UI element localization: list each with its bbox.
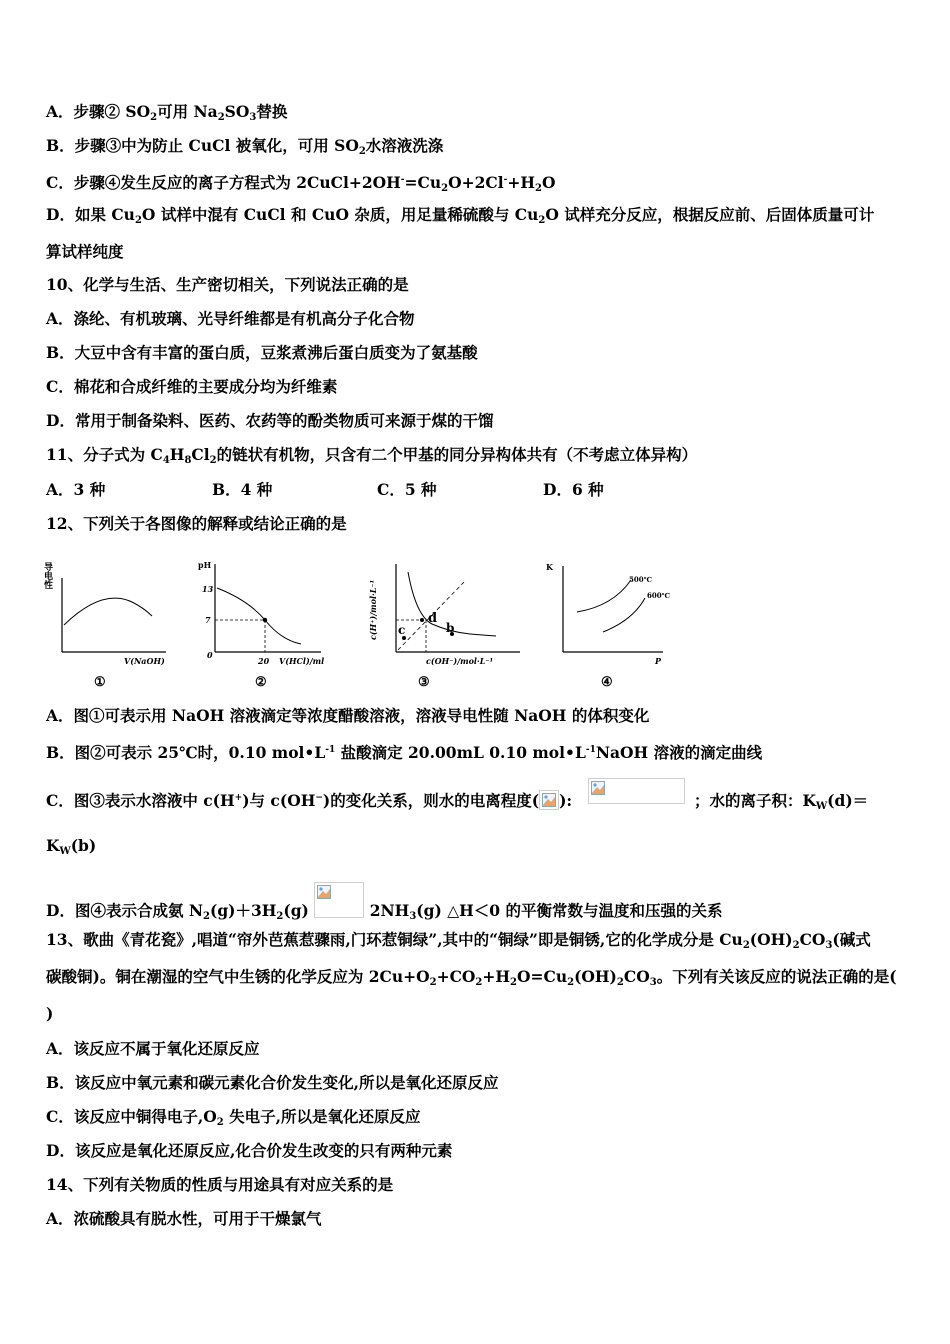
f3-c: c [398,623,406,637]
f2-tick-7: 7 [205,615,211,625]
figure-1-conductivity [44,550,174,695]
f4-t1: 500℃ [629,575,652,584]
q12-option-b: B．图②可表示 25℃时，0.10 $mol•L^{-1}$ 盐酸滴定 20.00mL 0.10 $mol•L^{-1}NaOH$ 溶液的滴定曲线 [46,743,763,762]
q12-option-a: A．图①可表示用 NaOH 溶液滴定等浓度醋酸溶液，溶液导电性随 NaOH 的体积变化 [46,706,650,725]
f2-ylabel: pH [198,560,212,570]
figure-4-equilibrium-constant [543,550,683,695]
q11-option-c: C．5 种 [377,480,437,499]
f1-ylabel: 导电性 [42,562,52,589]
q13-stem-line2: 碳酸铜)。铜在潮湿的空气中生锈的化学反应为 $2Cu+O_2+CO_2+H_2O=Cu_2(OH)_2CO_3$。下列有关该反应的说法正确的是( [46,967,897,988]
q10-stem: 10、化学与生活、生产密切相关，下列说法正确的是 [46,275,409,294]
q12-option-d: D．图④表示合成氨 $N_2(g)+3H_2(g)$ $2NH_3(g)$ △H＜0 的平衡常数与温度和压强的关系 [46,882,722,927]
f4-curve-500 [577,580,631,612]
equilibrium-arrow-image-placeholder [314,882,364,918]
q12-option-c: C．图③表示水溶液中 c(H+)与 c(OH−)的变化关系，则水的电离程度( ): ；水的离子积：$K_W(d)=$ [46,778,868,817]
q13-option-a: A．该反应不属于氧化还原反应 [46,1039,260,1058]
q10-option-d: D．常用于制备染料、医药、农药等的酚类物质可来源于煤的干馏 [46,411,494,430]
q14-option-a: A．浓硫酸具有脱水性，可用于干燥氯气 [46,1209,322,1228]
q9-option-c: C．步骤④发生反应的离子方程式为 $2CuCl+2OH^-=Cu_2O+2Cl^-+H_2O$ [46,173,556,194]
f2-point [263,618,267,622]
q11-stem: 11、分子式为 $C_4H_8Cl_2$的链状有机物，只含有二个甲基的同分异构体共有（不考虑立体异构） [46,445,698,466]
f3-b: b [446,621,455,635]
f2-curve [217,588,301,644]
q10-option-c: C．棉花和合成纤维的主要成分均为纤维素 [46,377,338,396]
q11-option-d: D．6 种 [543,480,604,499]
q9-option-d-cont: 算试样纯度 [46,242,124,261]
q11-option-a: A．3 种 [46,480,106,499]
f2-tick-20: 20 [258,656,270,666]
f4-label: ④ [601,675,613,690]
f3-point-d [420,618,424,622]
q13-option-b: B．该反应中氧元素和碳元素化合价发生变化,所以是氧化还原反应 [46,1073,499,1092]
q14-stem: 14、下列有关物质的性质与用途具有对应关系的是 [46,1175,394,1194]
figure-3-water-ionization [370,546,530,695]
q10-option-b: B．大豆中含有丰富的蛋白质，豆浆煮沸后蛋白质变为了氨基酸 [46,343,478,362]
f3-label: ③ [418,675,430,690]
f1-xlabel: V(NaOH) [124,656,165,666]
q13-option-c: C．该反应中铜得电子$,O_2$ 失电子,所以是氧化还原反应 [46,1107,421,1128]
f2-tick-13: 13 [202,584,214,594]
missing-image-icon [539,790,559,810]
f1-curve [64,598,152,625]
f2-origin: 0 [207,650,213,660]
q12-option-c-cont: $K_W(b)$ [46,836,97,857]
f4-ylabel: K [546,562,553,572]
missing-image-placeholder [588,778,685,804]
f4-t2: 600℃ [647,591,670,600]
q12-stem: 12、下列关于各图像的解释或结论正确的是 [46,514,347,533]
q13-stem-line1: 13、歌曲《青花瓷》,唱道“帘外芭蕉惹骤雨,门环惹铜绿”,其中的“铜绿”即是铜锈,它的化学成分是 $Cu_2(OH)_2CO_3$(碱式 [46,930,871,951]
figure-2-titration [193,550,343,695]
f3-ylabel: c(H⁺)/mol·L⁻¹ [368,579,378,640]
f3-xlabel: c(OH⁻)/mol·L⁻¹ [426,656,494,666]
q9-option-b: B．步骤③中为防止 CuCl 被氧化，可用 $SO_2$水溶液洗涤 [46,136,444,157]
q9-option-d: D．如果 $Cu_2O$ 试样中混有 CuCl 和 CuO 杂质，用足量稀硫酸与 $Cu_2O$ 试样充分反应，根据反应前、后固体质量可计 [46,205,875,226]
f3-d: d [428,611,438,626]
q9-option-a: A．步骤② $SO_2$可用 $Na_2SO_3$替换 [46,102,288,123]
f4-curve-600 [603,598,645,632]
f2-label: ② [255,675,267,690]
q10-option-a: A．涤纶、有机玻璃、光导纤维都是有机高分子化合物 [46,309,415,328]
f1-label: ① [94,675,106,690]
q13-option-d: D．该反应是氧化还原反应,化合价发生改变的只有两种元素 [46,1141,453,1160]
f2-xlabel: V(HCl)/ml [279,656,325,666]
q13-stem-line3: ) [46,1004,54,1023]
q11-option-b: B．4 种 [212,480,273,499]
f4-xlabel: P [655,656,662,666]
